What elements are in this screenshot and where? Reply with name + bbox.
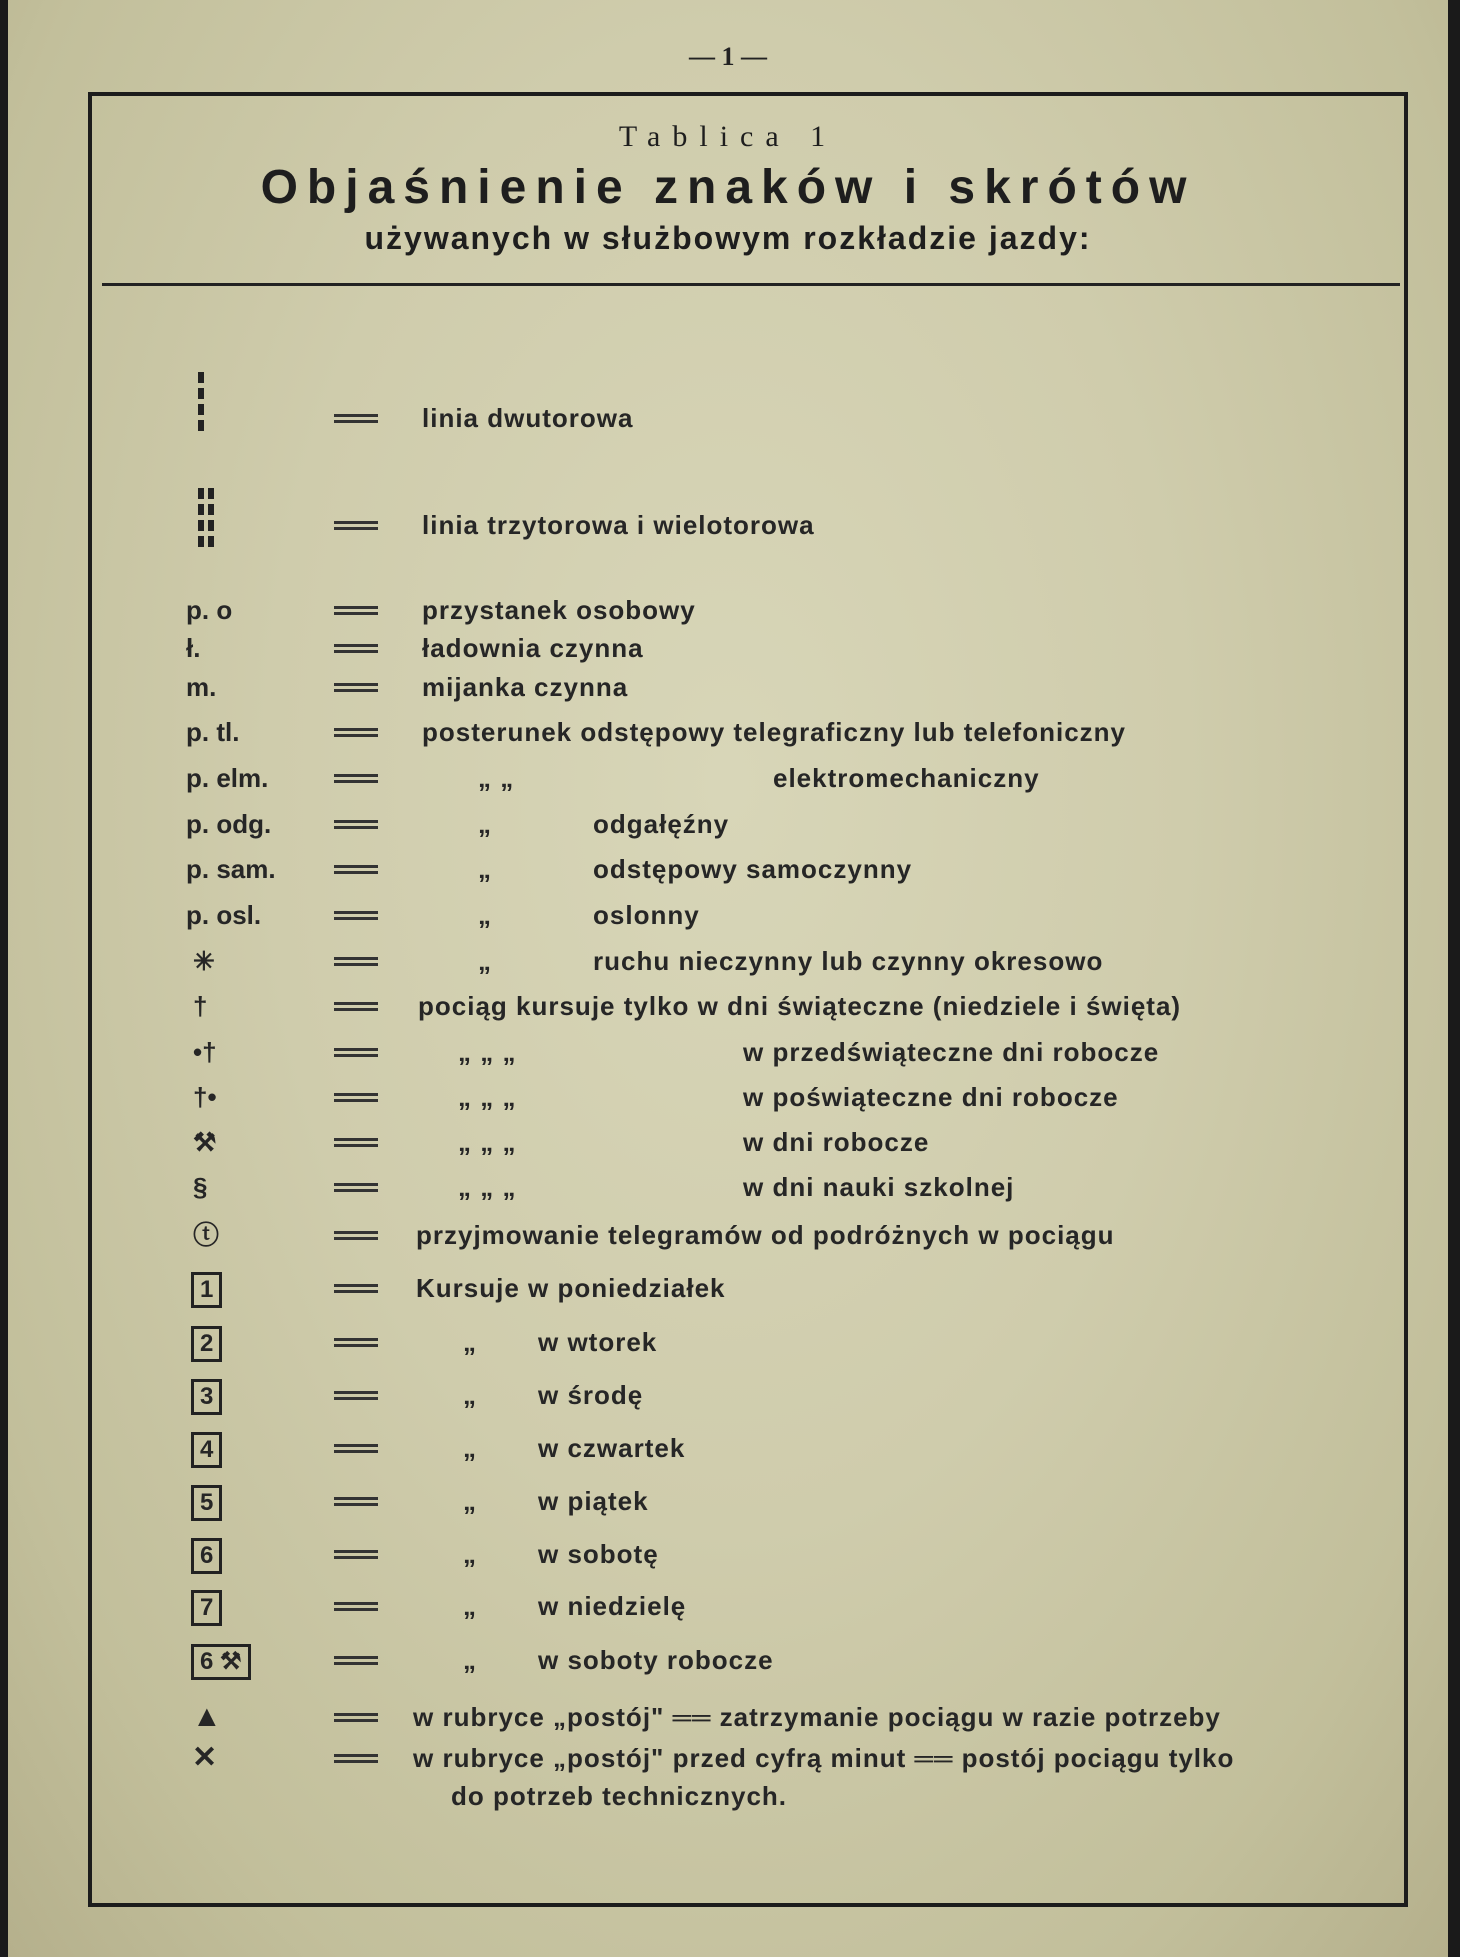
equals-sign xyxy=(334,683,378,692)
abbreviation-symbol: m. xyxy=(186,672,217,702)
legend-row xyxy=(8,628,1448,668)
abbreviation-symbol: ✳ xyxy=(193,946,215,976)
weekday-box: 3 xyxy=(191,1375,222,1415)
abbreviation-symbol: ł. xyxy=(186,633,201,663)
legend-text-continued: odgałęźny xyxy=(593,809,730,839)
legend-row: linia trzytorowa i wielotorowa xyxy=(8,505,1448,545)
abbreviation-symbol: †• xyxy=(193,1082,217,1112)
equals-sign xyxy=(334,521,378,530)
legend-row xyxy=(8,986,1448,1026)
legend-text-continued: ruchu nieczynny lub czynny okresowo xyxy=(593,946,1104,976)
legend-row xyxy=(8,849,1448,889)
weekday-text-continued: w sobotę xyxy=(538,1539,659,1569)
legend-text: przyjmowanie telegramów od podróżnych w pociągu xyxy=(416,1220,1115,1250)
legend-row xyxy=(8,1077,1448,1117)
legend-text-continued: w poświąteczne dni robocze xyxy=(743,1082,1119,1112)
weekday-text-continued: w środę xyxy=(538,1380,644,1410)
legend-row xyxy=(8,895,1448,935)
legend-text: „ „ „ xyxy=(458,1172,517,1202)
legend-text: przystanek osobowy xyxy=(422,595,696,625)
legend-text: „ „ xyxy=(478,763,515,793)
equals-sign xyxy=(334,1602,378,1611)
abbreviation-symbol: p. odg. xyxy=(186,809,272,839)
weekday-text: Kursuje w poniedziałek xyxy=(416,1273,726,1303)
equals-sign xyxy=(334,728,378,737)
equals-sign xyxy=(334,1656,378,1665)
equals-sign xyxy=(334,1284,378,1293)
weekday-text: „ xyxy=(463,1433,477,1463)
legend-row xyxy=(8,941,1448,981)
legend-text: ładownia czynna xyxy=(422,633,644,663)
weekday-box: 4 xyxy=(191,1428,222,1468)
weekday-text: „ xyxy=(463,1539,477,1569)
equals-sign xyxy=(334,1391,378,1400)
equals-sign xyxy=(334,1713,378,1722)
legend-text-continued: elektromechaniczny xyxy=(773,763,1040,793)
equals-sign xyxy=(334,1444,378,1453)
note-text: w rubryce „postój" ══ zatrzymanie pociągu w razie potrzeby xyxy=(413,1702,1221,1732)
legend-row: linia dwutorowa xyxy=(8,398,1448,438)
equals-sign xyxy=(334,1048,378,1057)
weekday-text-continued: w piątek xyxy=(538,1486,649,1516)
weekday-text-continued: w niedzielę xyxy=(538,1591,687,1621)
abbreviation-symbol: ⚒ xyxy=(193,1127,217,1157)
note-symbol: ✕ xyxy=(192,1741,218,1774)
weekday-text: „ xyxy=(463,1645,477,1675)
weekday-box: 6 xyxy=(191,1534,222,1574)
legend-row xyxy=(8,667,1448,707)
equals-sign xyxy=(334,957,378,966)
weekday-row xyxy=(8,1534,1448,1574)
weekday-text: „ xyxy=(463,1380,477,1410)
weekday-text-continued: w wtorek xyxy=(538,1327,658,1357)
legend-text: „ „ „ xyxy=(458,1037,517,1067)
weekday-row xyxy=(8,1375,1448,1415)
legend-row xyxy=(8,1215,1448,1255)
note-row xyxy=(8,1738,1448,1778)
header-divider xyxy=(102,283,1400,286)
equals-sign xyxy=(334,1550,378,1559)
weekday-row xyxy=(8,1640,1448,1680)
legend-text: pociąg kursuje tylko w dni świąteczne (niedziele i święta) xyxy=(418,991,1182,1021)
abbreviation-symbol: p. tl. xyxy=(186,717,240,747)
equals-sign xyxy=(334,1231,378,1240)
equals-sign xyxy=(334,1093,378,1102)
equals-sign xyxy=(334,774,378,783)
page-number: — 1 — xyxy=(689,42,767,71)
weekday-box: 5 xyxy=(191,1481,222,1521)
equals-sign xyxy=(334,1183,378,1192)
equals-sign xyxy=(334,606,378,615)
legend-text-continued: w dni nauki szkolnej xyxy=(743,1172,1015,1202)
weekday-box: 2 xyxy=(191,1322,222,1362)
note-text: do potrzeb technicznych. xyxy=(451,1781,788,1811)
abbreviation-symbol: •† xyxy=(193,1037,217,1067)
weekday-text: „ xyxy=(463,1327,477,1357)
equals-sign xyxy=(334,1002,378,1011)
weekday-box: 7 xyxy=(191,1586,222,1626)
legend-text: „ „ „ xyxy=(458,1127,517,1157)
weekday-row xyxy=(8,1428,1448,1468)
abbreviation-symbol: p. o xyxy=(186,595,233,625)
legend-row xyxy=(8,590,1448,630)
abbreviation-symbol: † xyxy=(193,991,208,1021)
legend-text: posterunek odstępowy telegraficzny lub telefoniczny xyxy=(422,717,1127,747)
page-subtitle: używanych w służbowym rozkładzie jazdy: xyxy=(364,220,1092,256)
note-row xyxy=(8,1697,1448,1737)
weekday-text: „ xyxy=(463,1486,477,1516)
weekday-text: „ xyxy=(463,1591,477,1621)
equals-sign xyxy=(334,1754,378,1763)
abbreviation-symbol: § xyxy=(193,1172,208,1202)
equals-sign xyxy=(334,1338,378,1347)
legend-row xyxy=(8,1032,1448,1072)
equals-sign xyxy=(334,911,378,920)
legend-text: „ xyxy=(478,946,492,976)
abbreviation-symbol: ⓣ xyxy=(193,1220,220,1250)
legend-text: „ xyxy=(478,809,492,839)
legend-text: „ xyxy=(478,900,492,930)
legend-row xyxy=(8,804,1448,844)
abbreviation-symbol: p. osl. xyxy=(186,900,262,930)
equals-sign xyxy=(334,1138,378,1147)
note-row xyxy=(8,1776,1448,1816)
equals-sign xyxy=(334,820,378,829)
abbreviation-symbol: p. sam. xyxy=(186,854,276,884)
abbreviation-symbol: p. elm. xyxy=(186,763,269,793)
equals-sign xyxy=(334,865,378,874)
legend-text: „ „ „ xyxy=(458,1082,517,1112)
note-symbol: ▲ xyxy=(192,1700,222,1733)
equals-sign xyxy=(334,414,378,423)
weekday-text-continued: w soboty robocze xyxy=(538,1645,774,1675)
legend-row xyxy=(8,1167,1448,1207)
legend-text: „ xyxy=(478,854,492,884)
weekday-row xyxy=(8,1586,1448,1626)
legend-text: mijanka czynna xyxy=(422,672,629,702)
weekday-row xyxy=(8,1322,1448,1362)
legend-text-continued: oslonny xyxy=(593,900,700,930)
legend-text-continued: w przedświąteczne dni robocze xyxy=(743,1037,1160,1067)
equals-sign xyxy=(334,644,378,653)
weekday-row xyxy=(8,1481,1448,1521)
weekday-box: 1 xyxy=(191,1268,222,1308)
equals-sign xyxy=(334,1497,378,1506)
weekday-box: 6 ⚒ xyxy=(191,1640,251,1680)
page-title: Objaśnienie znaków i skrótów xyxy=(260,161,1196,214)
legend-row xyxy=(8,758,1448,798)
legend-text-continued: w dni robocze xyxy=(743,1127,930,1157)
legend-row xyxy=(8,1122,1448,1162)
table-label: Tablica 1 xyxy=(618,120,838,153)
weekday-row xyxy=(8,1268,1448,1308)
legend-text-continued: odstępowy samoczynny xyxy=(593,854,913,884)
document-page xyxy=(8,0,1448,1957)
note-text: w rubryce „postój" przed cyfrą minut ══ postój pociągu tylko xyxy=(413,1743,1235,1773)
legend-row xyxy=(8,712,1448,752)
weekday-text-continued: w czwartek xyxy=(538,1433,686,1463)
